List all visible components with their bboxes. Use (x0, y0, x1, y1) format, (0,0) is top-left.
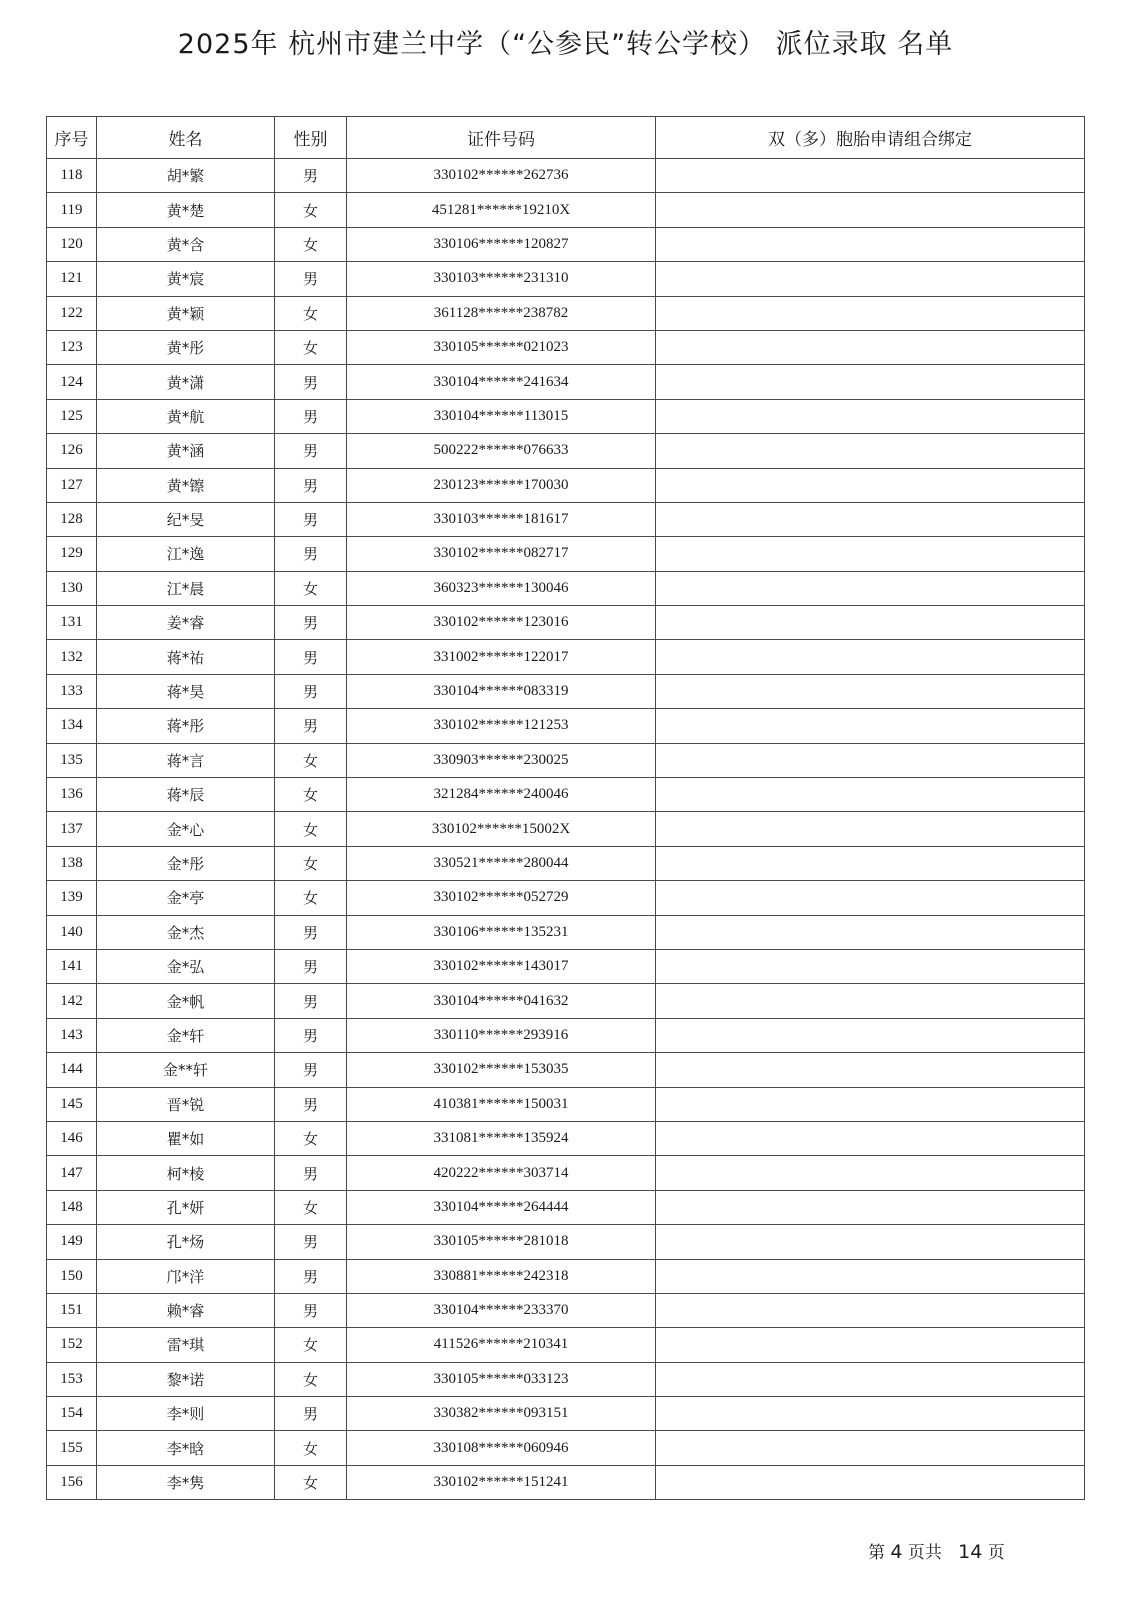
cell-twin (656, 399, 1085, 433)
cell-twin (656, 1156, 1085, 1190)
header-seq: 序号 (47, 117, 97, 159)
cell-name: 金*杰 (97, 915, 275, 949)
cell-twin (656, 1362, 1085, 1396)
cell-gender: 女 (275, 778, 347, 812)
cell-twin (656, 812, 1085, 846)
table-row (47, 709, 1085, 743)
table-row (47, 1465, 1085, 1499)
cell-gender: 女 (275, 846, 347, 880)
cell-twin (656, 1121, 1085, 1155)
cell-id: 330102******143017 (347, 949, 656, 983)
cell-gender: 女 (275, 1190, 347, 1224)
cell-name: 黄*涵 (97, 434, 275, 468)
table-row (47, 1190, 1085, 1224)
cell-seq: 123 (47, 330, 97, 364)
cell-seq: 129 (47, 537, 97, 571)
cell-id: 360323******130046 (347, 571, 656, 605)
cell-id: 330102******262736 (347, 159, 656, 193)
cell-seq: 150 (47, 1259, 97, 1293)
cell-seq: 155 (47, 1431, 97, 1465)
cell-gender: 男 (275, 159, 347, 193)
cell-name: 金*帆 (97, 984, 275, 1018)
table-row (47, 468, 1085, 502)
cell-gender: 男 (275, 949, 347, 983)
cell-id: 330104******241634 (347, 365, 656, 399)
cell-gender: 女 (275, 227, 347, 261)
table-row (47, 778, 1085, 812)
cell-id: 330102******15002X (347, 812, 656, 846)
cell-gender: 女 (275, 1362, 347, 1396)
cell-twin (656, 571, 1085, 605)
cell-twin (656, 778, 1085, 812)
cell-gender: 男 (275, 262, 347, 296)
cell-seq: 146 (47, 1121, 97, 1155)
cell-name: 李*隽 (97, 1465, 275, 1499)
table-row (47, 1259, 1085, 1293)
cell-id: 330106******135231 (347, 915, 656, 949)
cell-name: 蒋*彤 (97, 709, 275, 743)
cell-name: 黄*彤 (97, 330, 275, 364)
cell-name: 黄*含 (97, 227, 275, 261)
cell-twin (656, 193, 1085, 227)
cell-seq: 122 (47, 296, 97, 330)
cell-gender: 男 (275, 468, 347, 502)
cell-seq: 135 (47, 743, 97, 777)
cell-name: 孔*妍 (97, 1190, 275, 1224)
cell-twin (656, 640, 1085, 674)
table-row (47, 1328, 1085, 1362)
cell-twin (656, 984, 1085, 1018)
cell-seq: 152 (47, 1328, 97, 1362)
cell-seq: 138 (47, 846, 97, 880)
cell-gender: 男 (275, 915, 347, 949)
table-row (47, 193, 1085, 227)
cell-gender: 男 (275, 365, 347, 399)
cell-gender: 女 (275, 812, 347, 846)
cell-id: 330104******233370 (347, 1293, 656, 1327)
cell-gender: 男 (275, 502, 347, 536)
cell-gender: 女 (275, 1328, 347, 1362)
cell-twin (656, 915, 1085, 949)
cell-seq: 137 (47, 812, 97, 846)
table-row (47, 743, 1085, 777)
table-row (47, 1362, 1085, 1396)
table-row (47, 812, 1085, 846)
cell-twin (656, 159, 1085, 193)
cell-name: 黄*航 (97, 399, 275, 433)
table-row (47, 296, 1085, 330)
cell-twin (656, 1225, 1085, 1259)
cell-gender: 女 (275, 881, 347, 915)
cell-id: 330102******123016 (347, 606, 656, 640)
admission-roster-table (46, 116, 1085, 1500)
cell-name: 金*亭 (97, 881, 275, 915)
cell-gender: 男 (275, 1397, 347, 1431)
table-row (47, 984, 1085, 1018)
table-row (47, 159, 1085, 193)
cell-seq: 121 (47, 262, 97, 296)
table-row (47, 1431, 1085, 1465)
table-row (47, 1156, 1085, 1190)
cell-seq: 144 (47, 1053, 97, 1087)
table-row (47, 1225, 1085, 1259)
page-title: 2025年 杭州市建兰中学（“公参民”转公学校） 派位录取 名单 (177, 29, 954, 60)
cell-seq: 153 (47, 1362, 97, 1396)
cell-name: 孔*炀 (97, 1225, 275, 1259)
table-row (47, 640, 1085, 674)
cell-gender: 男 (275, 984, 347, 1018)
cell-id: 330102******082717 (347, 537, 656, 571)
cell-gender: 男 (275, 537, 347, 571)
cell-twin (656, 330, 1085, 364)
cell-id: 330105******033123 (347, 1362, 656, 1396)
cell-id: 330382******093151 (347, 1397, 656, 1431)
cell-twin (656, 537, 1085, 571)
cell-seq: 126 (47, 434, 97, 468)
cell-name: 蒋*昊 (97, 674, 275, 708)
table-row (47, 571, 1085, 605)
table-row (47, 502, 1085, 536)
cell-twin (656, 674, 1085, 708)
cell-name: 李*晗 (97, 1431, 275, 1465)
table-row (47, 365, 1085, 399)
cell-seq: 143 (47, 1018, 97, 1052)
cell-name: 邝*洋 (97, 1259, 275, 1293)
header-name: 姓名 (97, 117, 275, 159)
cell-name: 江*晨 (97, 571, 275, 605)
cell-twin (656, 1018, 1085, 1052)
cell-name: 黄*颖 (97, 296, 275, 330)
cell-twin (656, 1293, 1085, 1327)
cell-seq: 147 (47, 1156, 97, 1190)
cell-name: 李*则 (97, 1397, 275, 1431)
cell-gender: 男 (275, 1053, 347, 1087)
cell-id: 330104******113015 (347, 399, 656, 433)
cell-twin (656, 502, 1085, 536)
table-row (47, 1018, 1085, 1052)
cell-seq: 119 (47, 193, 97, 227)
cell-gender: 男 (275, 434, 347, 468)
table-row (47, 434, 1085, 468)
cell-name: 赖*睿 (97, 1293, 275, 1327)
cell-seq: 151 (47, 1293, 97, 1327)
table-row (47, 330, 1085, 364)
cell-twin (656, 881, 1085, 915)
cell-seq: 128 (47, 502, 97, 536)
cell-gender: 男 (275, 399, 347, 433)
cell-name: 金*轩 (97, 1018, 275, 1052)
table-row (47, 881, 1085, 915)
cell-seq: 127 (47, 468, 97, 502)
cell-twin (656, 434, 1085, 468)
cell-gender: 男 (275, 1018, 347, 1052)
cell-id: 330903******230025 (347, 743, 656, 777)
cell-twin (656, 1397, 1085, 1431)
cell-gender: 男 (275, 640, 347, 674)
cell-name: 金*弘 (97, 949, 275, 983)
cell-id: 330102******153035 (347, 1053, 656, 1087)
cell-twin (656, 1190, 1085, 1224)
cell-seq: 118 (47, 159, 97, 193)
footer-total-pages: 14 (958, 1541, 983, 1563)
cell-seq: 125 (47, 399, 97, 433)
cell-name: 金**轩 (97, 1053, 275, 1087)
footer-page-number: 4 (890, 1541, 903, 1563)
cell-seq: 134 (47, 709, 97, 743)
cell-seq: 140 (47, 915, 97, 949)
cell-seq: 142 (47, 984, 97, 1018)
cell-seq: 120 (47, 227, 97, 261)
cell-seq: 154 (47, 1397, 97, 1431)
cell-id: 500222******076633 (347, 434, 656, 468)
cell-name: 黄*楚 (97, 193, 275, 227)
cell-name: 黄*潇 (97, 365, 275, 399)
cell-id: 330104******083319 (347, 674, 656, 708)
cell-gender: 女 (275, 571, 347, 605)
cell-name: 晋*锐 (97, 1087, 275, 1121)
cell-name: 蒋*辰 (97, 778, 275, 812)
cell-gender: 女 (275, 330, 347, 364)
cell-twin (656, 1259, 1085, 1293)
table-row (47, 399, 1085, 433)
cell-name: 黄*宸 (97, 262, 275, 296)
cell-twin (656, 468, 1085, 502)
table-body (47, 159, 1085, 1500)
cell-id: 230123******170030 (347, 468, 656, 502)
cell-gender: 男 (275, 674, 347, 708)
cell-name: 姜*睿 (97, 606, 275, 640)
table-row (47, 537, 1085, 571)
table-row (47, 227, 1085, 261)
cell-twin (656, 1431, 1085, 1465)
cell-name: 柯*棱 (97, 1156, 275, 1190)
cell-gender: 女 (275, 1431, 347, 1465)
cell-id: 411526******210341 (347, 1328, 656, 1362)
cell-name: 金*心 (97, 812, 275, 846)
cell-id: 330103******231310 (347, 262, 656, 296)
cell-id: 330521******280044 (347, 846, 656, 880)
cell-gender: 女 (275, 296, 347, 330)
cell-seq: 141 (47, 949, 97, 983)
cell-gender: 男 (275, 1156, 347, 1190)
cell-name: 纪*旻 (97, 502, 275, 536)
cell-name: 金*彤 (97, 846, 275, 880)
header-twin-binding: 双（多）胞胎申请组合绑定 (656, 117, 1085, 159)
cell-seq: 130 (47, 571, 97, 605)
cell-gender: 女 (275, 743, 347, 777)
table-row (47, 1087, 1085, 1121)
table-row (47, 1053, 1085, 1087)
cell-gender: 男 (275, 1259, 347, 1293)
cell-id: 330881******242318 (347, 1259, 656, 1293)
cell-seq: 139 (47, 881, 97, 915)
cell-gender: 男 (275, 1225, 347, 1259)
cell-id: 420222******303714 (347, 1156, 656, 1190)
cell-twin (656, 709, 1085, 743)
cell-twin (656, 949, 1085, 983)
cell-id: 321284******240046 (347, 778, 656, 812)
cell-id: 330102******052729 (347, 881, 656, 915)
cell-gender: 女 (275, 1121, 347, 1155)
table-row (47, 606, 1085, 640)
table-row (47, 674, 1085, 708)
footer-suffix: 页 (987, 1543, 1005, 1563)
cell-twin (656, 743, 1085, 777)
cell-name: 胡*繁 (97, 159, 275, 193)
cell-name: 雷*琪 (97, 1328, 275, 1362)
cell-gender: 男 (275, 1087, 347, 1121)
cell-twin (656, 606, 1085, 640)
cell-gender: 女 (275, 1465, 347, 1499)
cell-name: 江*逸 (97, 537, 275, 571)
cell-twin (656, 1087, 1085, 1121)
cell-id: 410381******150031 (347, 1087, 656, 1121)
cell-twin (656, 296, 1085, 330)
cell-name: 蒋*祐 (97, 640, 275, 674)
cell-twin (656, 1053, 1085, 1087)
cell-id: 330108******060946 (347, 1431, 656, 1465)
cell-id: 330104******041632 (347, 984, 656, 1018)
cell-id: 330104******264444 (347, 1190, 656, 1224)
cell-twin (656, 1328, 1085, 1362)
cell-twin (656, 846, 1085, 880)
table-row (47, 1121, 1085, 1155)
cell-seq: 145 (47, 1087, 97, 1121)
cell-id: 330110******293916 (347, 1018, 656, 1052)
cell-id: 330102******151241 (347, 1465, 656, 1499)
cell-gender: 男 (275, 1293, 347, 1327)
cell-seq: 149 (47, 1225, 97, 1259)
cell-id: 331002******122017 (347, 640, 656, 674)
cell-seq: 156 (47, 1465, 97, 1499)
cell-gender: 男 (275, 709, 347, 743)
cell-seq: 136 (47, 778, 97, 812)
cell-id: 330105******021023 (347, 330, 656, 364)
page-footer (868, 1538, 1005, 1563)
cell-id: 361128******238782 (347, 296, 656, 330)
cell-seq: 131 (47, 606, 97, 640)
cell-name: 黄*镲 (97, 468, 275, 502)
table-row (47, 846, 1085, 880)
table-row (47, 1397, 1085, 1431)
cell-id: 330102******121253 (347, 709, 656, 743)
header-id-number: 证件号码 (347, 117, 656, 159)
footer-prefix: 第 (868, 1543, 885, 1563)
cell-twin (656, 262, 1085, 296)
table-row (47, 262, 1085, 296)
footer-middle: 页共 (907, 1543, 942, 1563)
table-header-row (47, 117, 1085, 159)
cell-name: 黎*诺 (97, 1362, 275, 1396)
cell-seq: 132 (47, 640, 97, 674)
cell-twin (656, 1465, 1085, 1499)
cell-id: 330106******120827 (347, 227, 656, 261)
cell-name: 瞿*如 (97, 1121, 275, 1155)
cell-name: 蒋*言 (97, 743, 275, 777)
cell-seq: 133 (47, 674, 97, 708)
table-row (47, 915, 1085, 949)
table-row (47, 1293, 1085, 1327)
cell-gender: 女 (275, 193, 347, 227)
table-row (47, 949, 1085, 983)
cell-twin (656, 227, 1085, 261)
cell-id: 330105******281018 (347, 1225, 656, 1259)
cell-id: 451281******19210X (347, 193, 656, 227)
cell-id: 331081******135924 (347, 1121, 656, 1155)
cell-seq: 124 (47, 365, 97, 399)
cell-seq: 148 (47, 1190, 97, 1224)
cell-twin (656, 365, 1085, 399)
cell-gender: 男 (275, 606, 347, 640)
cell-id: 330103******181617 (347, 502, 656, 536)
header-gender: 性别 (275, 117, 347, 159)
